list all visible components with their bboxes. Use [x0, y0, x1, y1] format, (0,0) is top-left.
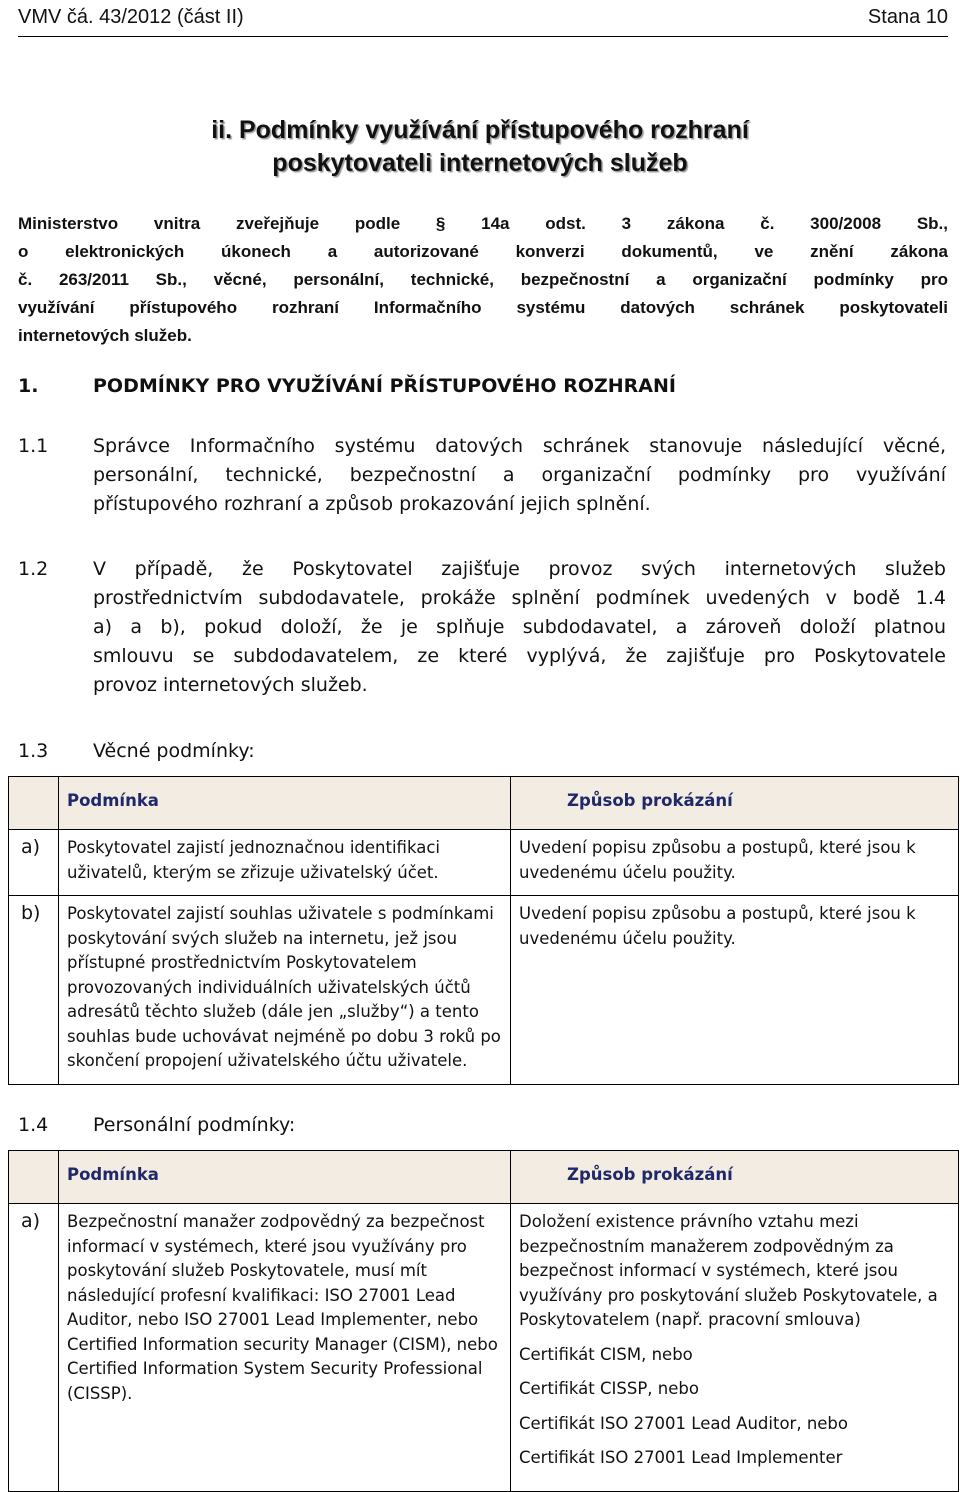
document-title-line-1: ii. Podmínky využívání přístupového rozhraní [211, 116, 749, 144]
column-header-condition: Podmínka [59, 1151, 511, 1204]
table-header-row [9, 777, 959, 830]
para-line: a) a b), pokud doloží, že je splňuje subdodavatel, a zároveň doloží platnou [93, 616, 946, 638]
proof-item: Certifikát ISO 27001 Lead Auditor, nebo [519, 1413, 849, 1433]
proof-cell: Uvedení popisu způsobu a postupů, které jsou k uvedenému účelu použity. [511, 896, 959, 1085]
column-header-proof: Způsob prokázání [511, 1151, 959, 1204]
section-1-3-heading: Věcné podmínky: [93, 740, 255, 762]
section-1-heading: PODMÍNKY PRO VYUŽÍVÁNÍ PŘÍSTUPOVÉHO ROZHRANÍ [93, 375, 676, 397]
intro-line: č. 263/2011 Sb., věcné, personální, technické, bezpečnostní a organizační podmínky pro [18, 270, 948, 289]
table-row [9, 1204, 959, 1492]
para-1-1-text [93, 432, 946, 519]
section-1-4-number: 1.4 [18, 1114, 49, 1136]
condition-cell: Poskytovatel zajistí souhlas uživatele s podmínkami poskytování svých služeb na internetu, jež jsou přístupné prostřednictvím Poskytovatelem provozovaných individuálních uživatelských účtů adresátů těchto služeb (dále jen „služby“) a tento souhlas bude uchovávat nejméně po dobu 3 roků po skončení propojení uživatelského účtu uživatele. [59, 896, 511, 1085]
para-line: provoz internetových služeb. [93, 674, 368, 696]
para-1-2-text [93, 555, 946, 700]
condition-cell: Poskytovatel zajistí jednoznačnou identifikaci uživatelů, kterým se zřizuje uživatelský účet. [59, 830, 511, 896]
table-row [9, 896, 959, 1085]
para-line: V případě, že Poskytovatel zajišťuje provoz svých internetových služeb [93, 558, 946, 580]
proof-item: Certifikát CISM, nebo [519, 1344, 693, 1364]
para-line: personální, technické, bezpečnostní a organizační podmínky pro využívání [93, 464, 946, 486]
proof-item: Certifikát ISO 27001 Lead Implementer [519, 1448, 843, 1467]
table-header-label [9, 777, 59, 830]
para-line: smlouvu se subdodavatelem, ze které vyplývá, že zajišťuje pro Poskytovatele [93, 645, 946, 667]
page-header [18, 2, 948, 37]
section-1-number: 1. [18, 375, 39, 397]
intro-paragraph [18, 210, 948, 350]
table-header-label [9, 1151, 59, 1204]
para-1-2-number: 1.2 [18, 558, 49, 580]
personnel-conditions-table [8, 1150, 959, 1492]
column-header-proof: Způsob prokázání [511, 777, 959, 830]
row-label: a) [9, 830, 59, 896]
table-header-row [9, 1151, 959, 1204]
para-line: přístupového rozhraní a způsob prokazování jejich splnění. [93, 493, 651, 515]
intro-line: využívání přístupového rozhraní Informačního systému datových schránek poskytovateli [18, 298, 948, 317]
document-title-line-2: poskytovateli internetových služeb [272, 149, 688, 177]
material-conditions-table [8, 776, 959, 1085]
para-line: prostřednictvím subdodavatele, prokáže splnění podmínek uvedených v bodě 1.4 [93, 587, 946, 609]
intro-line: o elektronických úkonech a autorizované konverzi dokumentů, ve znění zákona [18, 242, 948, 261]
section-1-4-heading: Personální podmínky: [93, 1114, 296, 1136]
para-1-1-number: 1.1 [18, 435, 49, 457]
row-label: b) [9, 896, 59, 1085]
journal-issue: VMV čá. 43/2012 (část II) [18, 6, 244, 28]
column-header-condition: Podmínka [59, 777, 511, 830]
condition-cell: Bezpečnostní manažer zodpovědný za bezpečnost informací v systémech, které jsou využívány pro poskytování služeb Poskytovatele, musí mít následující profesní kvalifikaci: ISO 27001 Lead Auditor, nebo ISO 27001 Lead Implementer, nebo Certified Information security Manager (CISM), nebo Certified Information System Security Professional (CISSP). [59, 1204, 511, 1492]
intro-line: internetových služeb. [18, 326, 192, 345]
intro-line: Ministerstvo vnitra zveřejňuje podle § 14a odst. 3 zákona č. 300/2008 Sb., [18, 214, 948, 233]
table-row [9, 830, 959, 896]
page-number: Stana 10 [867, 6, 948, 28]
row-label: a) [9, 1204, 59, 1492]
proof-cell: Uvedení popisu způsobu a postupů, které jsou k uvedenému účelu použity. [511, 830, 959, 896]
proof-item: Certifikát CISSP, nebo [519, 1379, 699, 1398]
proof-item: Doložení existence právního vztahu mezi bezpečnostním manažerem zodpovědným za bezpečnost informací v systémech, které jsou využívány pro poskytování služeb Poskytovatele, a Poskytovatelem (např. pracovní smlouva) [519, 1212, 938, 1329]
section-1-3-number: 1.3 [18, 740, 49, 762]
para-line: Správce Informačního systému datových schránek stanovuje následující věcné, [93, 435, 946, 457]
proof-cell [511, 1204, 959, 1492]
